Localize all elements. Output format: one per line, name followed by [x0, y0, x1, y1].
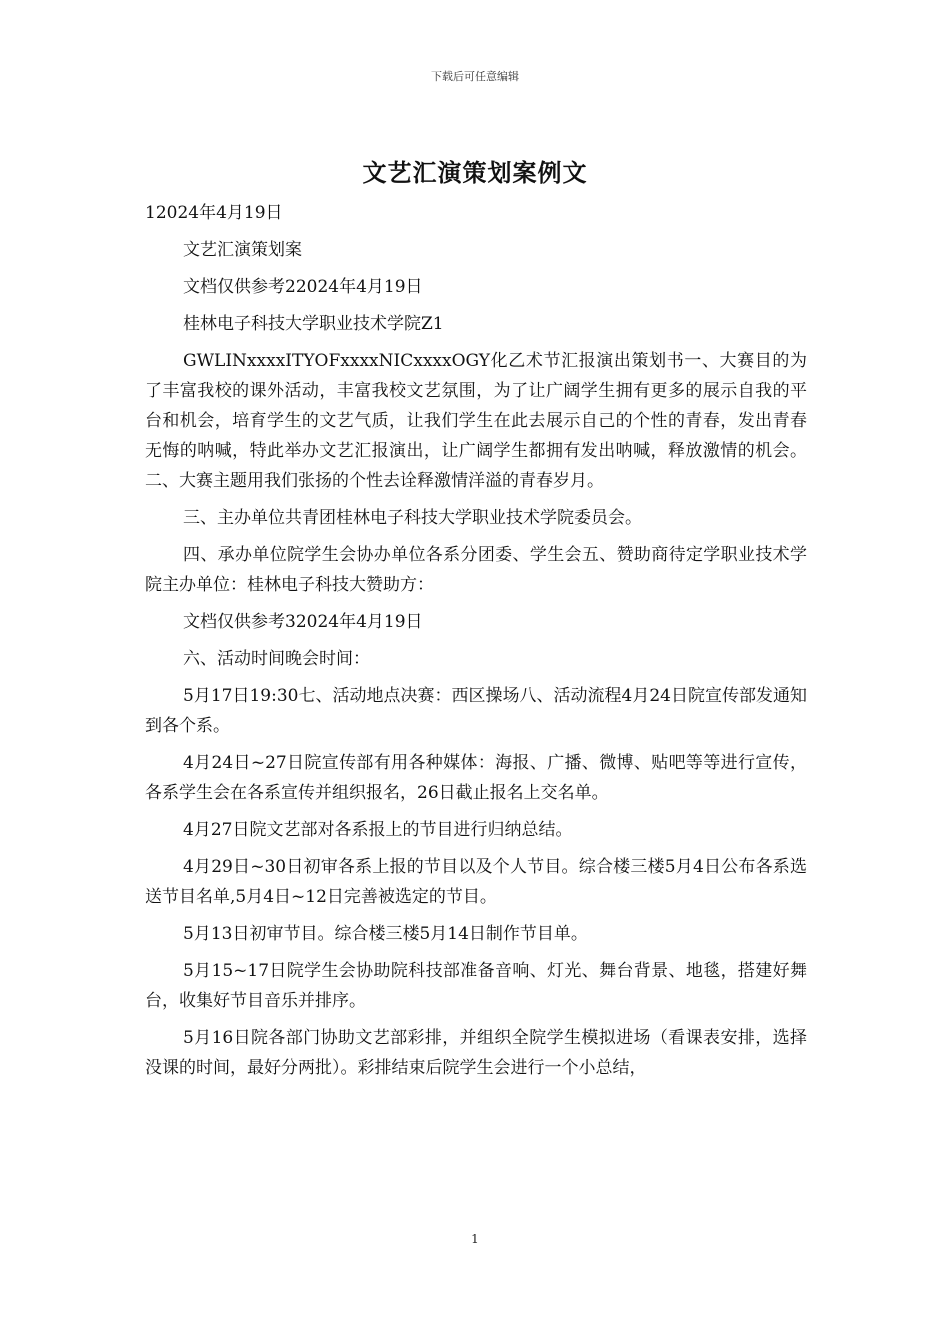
document-title: 文艺汇演策划案例文	[362, 158, 588, 187]
paragraph-date: 12024年4月19日	[145, 203, 283, 223]
paragraph: 5月17日19:30七、活动地点决赛：西区操场八、活动流程4月24日院宣传部发通知到各个系。	[145, 686, 807, 736]
paragraph: 4月24日~27日院宣传部有用各种媒体：海报、广播、微博、贴吧等等进行宣传，各系学生会在各系宣传并组织报名，26日截止报名上交名单。	[145, 753, 807, 803]
paragraph: 三、主办单位共青团桂林电子科技大学职业技术学院委员会。	[183, 508, 642, 528]
paragraph: 5月15~17日院学生会协助院科技部准备音响、灯光、舞台背景、地毯，搭建好舞台，收集好节目音乐并排序。	[145, 961, 807, 1011]
paragraph: 六、活动时间晚会时间：	[183, 649, 370, 669]
paragraph: 4月29日~30日初审各系上报的节目以及个人节目。综合楼三楼5月4日公布各系选送节目名单,5月4日~12日完善被选定的节目。	[145, 857, 807, 907]
paragraph: 文艺汇演策划案	[183, 240, 302, 260]
page-number: 1	[471, 1232, 479, 1246]
paragraph: 文档仅供参考22024年4月19日	[183, 277, 423, 297]
document-body	[145, 198, 807, 1090]
paragraph: 5月13日初审节目。综合楼三楼5月14日制作节目单。	[183, 924, 588, 944]
paragraph: GWLINxxxxITYOFxxxxNICxxxxOGY化乙术节汇报演出策划书一、大赛目的为了丰富我校的课外活动，丰富我校文艺氛围，为了让广阔学生拥有更多的展示自我的平台和机会，培育学生的文艺气质，让我们学生在此去展示自己的个性的青春，发出青春无悔的呐喊，特此举办文艺汇报演出，让广阔学生都拥有发出呐喊，释放激情的机会。二、大赛主题用我们张扬的个性去诠释激情洋溢的青春岁月。	[145, 351, 807, 491]
paragraph: 桂林电子科技大学职业技术学院Z1	[183, 314, 444, 334]
paragraph: 文档仅供参考32024年4月19日	[183, 612, 423, 632]
header-note: 下载后可任意编辑	[431, 70, 519, 83]
paragraph: 4月27日院文艺部对各系报上的节目进行归纳总结。	[183, 820, 573, 840]
paragraph: 5月16日院各部门协助文艺部彩排，并组织全院学生模拟进场（看课表安排，选择没课的时间，最好分两批）。彩排结束后院学生会进行一个小总结，	[145, 1028, 807, 1078]
paragraph: 四、承办单位院学生会协办单位各系分团委、学生会五、赞助商待定学职业技术学院主办单位：桂林电子科技大赞助方：	[145, 545, 807, 595]
